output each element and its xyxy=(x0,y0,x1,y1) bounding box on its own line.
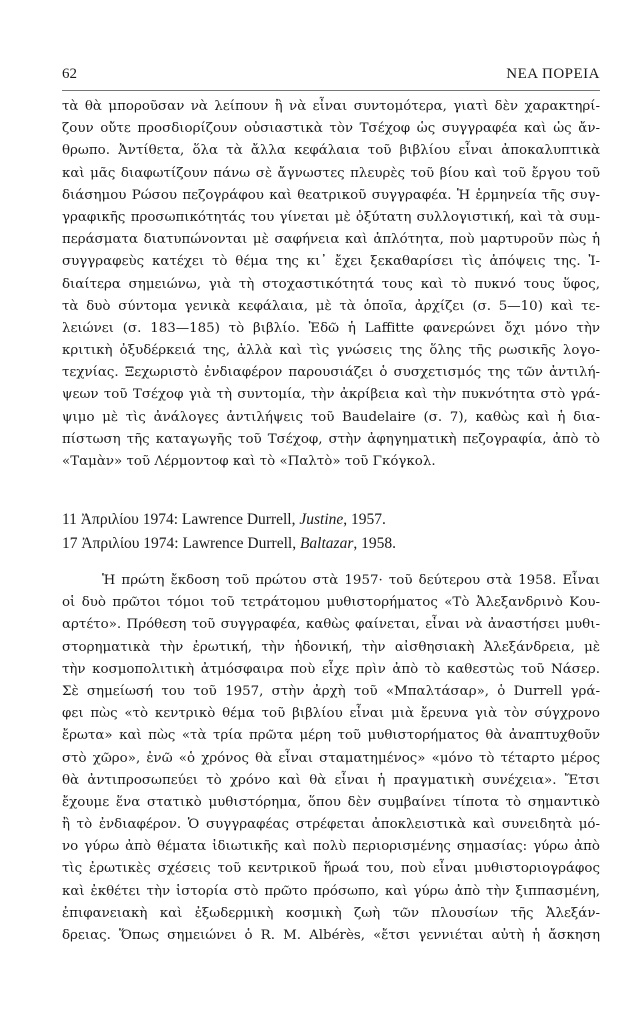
text-line: καὶ μᾶς διαφωτίζουν πάνω σὲ ἄγνωστες πλευρὲς τοῦ βίου καὶ τοῦ ἔργου τοῦ xyxy=(62,165,600,181)
entry-title: Baltazar xyxy=(299,535,354,552)
entry-date: 11 Ἀπριλίου 1974: xyxy=(62,511,179,528)
text-line: καὶ ἐκθέτει τὴν ἱστορία στὸ πρῶτο πρόσωπο, καὶ γύρω ἀπὸ τὴν ξιππασμένη, xyxy=(62,883,600,899)
text-line: λειώνει (σ. 183—185) τὸ βιβλίο. Ἐδῶ ἡ Laffitte φανερώνει ὄχι μόνο τὴν xyxy=(62,320,600,336)
entry-author: Lawrence Durrell, xyxy=(182,535,297,552)
entry-year: , 1958. xyxy=(353,535,396,552)
text-line: στὸ χῶρο», ἐνῶ «ὁ χρόνος θὰ εἶναι σταματημένος» «μόνο τὸ τέταρτο μέρος xyxy=(62,750,600,766)
text-line: γραφικῆς προσωπικότητάς του γίνεται μὲ ὀξύτατη συλλογιστική, καὶ τὰ συμ- xyxy=(62,209,600,225)
text-line: θρωπο. Ἀντίθετα, ὅλα τὰ ἄλλα κεφάλαια τοῦ βιβλίου εἶναι ἀποκαλυπτικὰ xyxy=(62,143,600,159)
text-line: διάσημου Ρώσου πεζογράφου καὶ θεατρικοῦ συγγραφέα. Ἡ ἑρμηνεία τῆς συγ- xyxy=(62,187,600,203)
text-line: τὰ δυὸ σύντομα γενικὰ κεφάλαια, μὲ τὰ ὁποῖα, ἀρχίζει (σ. 5—10) καὶ τε- xyxy=(62,298,600,314)
text-line: κριτικὴ ὀξυδέρκειά της, ἀλλὰ καὶ τὶς γνώσεις της ὅλης τῆς ρωσικῆς λογο- xyxy=(62,343,600,359)
entry-year: , 1957. xyxy=(343,511,386,528)
running-title: ΝΕΑ ΠΟΡΕΙΑ xyxy=(506,66,600,82)
entry-author: Lawrence Durrell, xyxy=(181,511,296,528)
page-number: 62 xyxy=(62,66,77,82)
entry-date: 17 Ἀπριλίου 1974: xyxy=(62,535,179,552)
text-line: συγγραφεὺς κατέχει τὸ θέμα της κι᾿ ἔχει ξεκαθαρίσει τὶς ἀπόψεις της. Ἰ- xyxy=(62,254,600,270)
text-line: περάσματα διατυπώνονται μὲ σαφήνεια καὶ ἁπλότητα, ποὺ μαρτυροῦν πὼς ἡ xyxy=(62,232,600,248)
text-line: ψεων τοῦ Τσέχοφ γιὰ τὴ συντομία, τὴν ἀκρίβεια καὶ τὴν πυκνότητα στὸ γρά- xyxy=(62,387,600,403)
text-line: διαίτερα σημειώνω, γιὰ τὴ στοχαστικότητά τους καὶ τὸ πυκνό τους ὕφος, xyxy=(62,276,600,292)
text-line: τὰ θὰ μποροῦσαν νὰ λείπουν ἢ νὰ εἶναι συντομότερα, γιατὶ δὲν χαρακτηρί- xyxy=(62,99,600,114)
text-line: ζουν οὔτε προσδιορίζουν οὐσιαστικὰ τὸν Τσέχοφ ὡς συγγραφέα καὶ ὡς ἄν- xyxy=(62,121,600,137)
text-line: ἐπιφανειακὴ καὶ ἐξωδερμικὴ κοσμικὴ ζωὴ τῶν πλουσίων τῆς Ἀλεξάν- xyxy=(62,905,600,921)
text-line: φει πὼς «τὸ κεντρικὸ θέμα τοῦ βιβλίου εἶναι μιὰ ἔρευνα γιὰ τὸν σύγχρονο xyxy=(62,706,600,722)
paragraph-review-continuation xyxy=(62,96,600,473)
text-line: δρειας. Ὅπως σημειώνει ὁ R. M. Albérès, «ἔτσι γεννιέται αὐτὴ ἡ ἄσκηση xyxy=(62,928,600,943)
text-line: ἢ τὸ ἐνδιαφέρον. Ὁ συγγραφέας στρέφεται ἀποκλειστικὰ καὶ συνειδητὰ μό- xyxy=(62,817,600,833)
text-line: ἔχουμε ἕνα στατικὸ μυθιστόρημα, ὅπου δὲν συμβαίνει τίποτα τὸ σημαντικὸ xyxy=(62,794,600,810)
text-line: νο γύρω ἀπὸ θέματα ἰδιωτικῆς καὶ πολὺ περιορισμένης σημασίας: γύρω ἀπὸ xyxy=(62,839,600,855)
diary-entry xyxy=(62,508,600,532)
text-line: στορηματικὰ τὴν ἐρωτική, τὴν ἡδονική, τὴν αἰσθησιακὴ Ἀλεξάνδρεια, μὲ xyxy=(62,639,600,655)
entry-title: Justine xyxy=(299,511,344,528)
text-line: Ἡ πρώτη ἔκδοση τοῦ πρώτου στὰ 1957· τοῦ δεύτερου στὰ 1958. Εἶναι xyxy=(102,573,600,588)
text-line: Σὲ σημείωσή του τοῦ 1957, στὴν ἀρχὴ τοῦ «Μπαλτάσαρ», ὁ Durrell γρά- xyxy=(62,683,600,699)
page-header xyxy=(62,66,600,88)
paragraph-durrell-review xyxy=(62,570,600,947)
text-line: «Ταμὰν» τοῦ Λέρμοντοφ καὶ τὸ «Παλτὸ» τοῦ Γκόγκολ. xyxy=(62,454,436,469)
text-line: θὰ ἀντιπροσωπεύει τὸ χρόνο καὶ θὰ εἶναι ἡ πραγματικὴ συνέχεια». Ἔτσι xyxy=(62,772,600,788)
text-line: οἱ δυὸ πρῶτοι τόμοι τοῦ τετράτομου μυθιστορήματος «Τὸ Ἀλεξανδρινὸ Κου- xyxy=(62,595,600,611)
text-line: αρτέτο». Πρόθεση τοῦ συγγραφέα, καθὼς φαίνεται, εἶναι νὰ ἀναστήσει μυθι- xyxy=(62,617,600,633)
text-line: τεχνίας. Ξεχωριστὸ ἐνδιαφέρον παρουσιάζει ὁ συσχετισμός της τῶν ἀντιλή- xyxy=(62,365,600,381)
text-line: τὴν κοσμοπολιτικὴ ἀτμόσφαιρα ποὺ εἶχε πρὶν ἀπὸ τὸ καθεστὼς τοῦ Νάσερ. xyxy=(62,661,600,677)
text-line: πίστωση τῆς καταγωγῆς τοῦ Τσέχοφ, στὴν ἀφηγηματικὴ πεζογραφία, ἀπὸ τὸ xyxy=(62,431,600,447)
text-line: ψιμο μὲ τὶς ἀνάλογες ἀντιλήψεις τοῦ Baudelaire (σ. 7), καθὼς καὶ ἡ δια- xyxy=(62,409,600,425)
header-rule xyxy=(62,90,600,91)
diary-entries xyxy=(62,508,600,556)
text-line: τὶς ἐρωτικὲς σχέσεις τοῦ κεντρικοῦ ἥρωά του, ποὺ εἶναι μυθιστοριογράφος xyxy=(62,861,600,877)
diary-entry xyxy=(62,532,600,556)
text-line: ἔρωτα» καὶ πὼς «τὰ τρία πρῶτα μέρη τοῦ μυθιστορήματος θὰ ἀναπτυχθοῦν xyxy=(62,728,600,744)
